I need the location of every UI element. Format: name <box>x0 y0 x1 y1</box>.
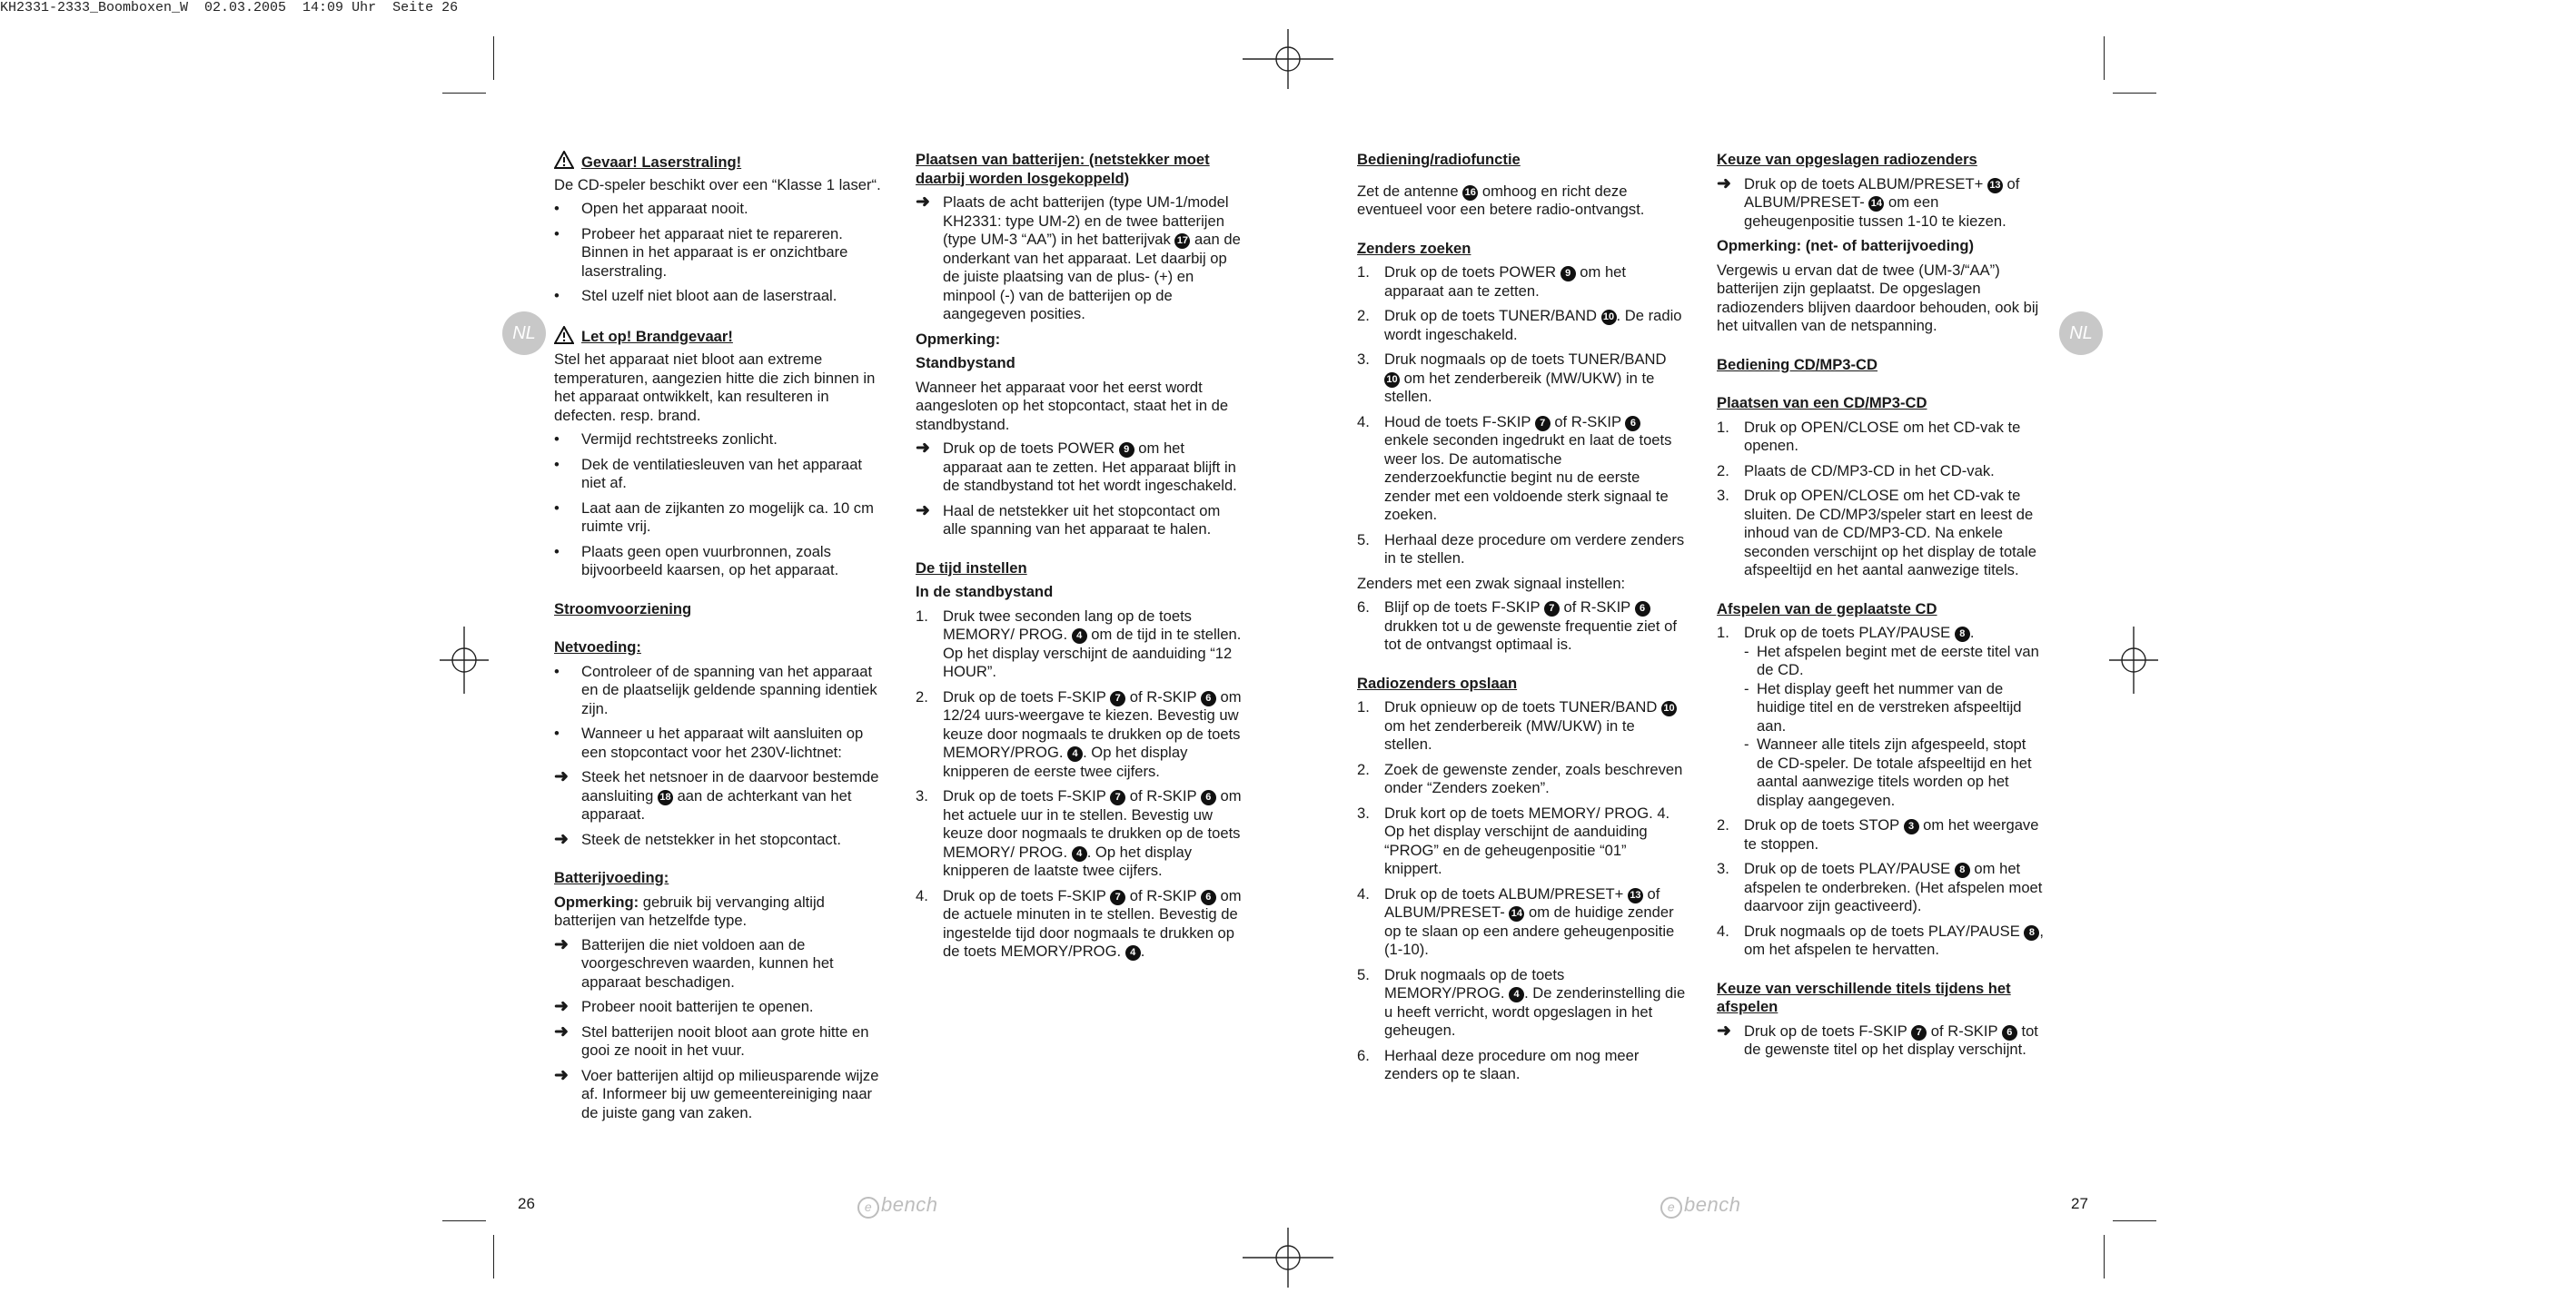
number-badge: 9 <box>1560 266 1576 281</box>
crop-mark <box>2113 93 2156 94</box>
number-badge: 17 <box>1174 233 1190 249</box>
list-item: ➜ Batterijen die niet voldoen aan de voorgeschreven waarden, kunnen het apparaat beschadigen. <box>554 934 834 991</box>
list-item: • Wanneer u het apparaat wilt aansluiten op een stopcontact voor het 230V-lichtnet: <box>554 725 864 761</box>
number-badge: 10 <box>1601 310 1617 325</box>
number-badge: 7 <box>1544 601 1560 617</box>
number-badge: 9 <box>1119 442 1134 458</box>
number-badge: 4 <box>1509 987 1524 1002</box>
list-item: ➜ Steek de netstekker in het stopcontact. <box>554 829 841 849</box>
section-heading: Radiozenders opslaan <box>1357 674 1518 692</box>
list-item: • Probeer het apparaat niet te repareren. Binnen in het apparaat is er onzichtbare laserstraling. <box>554 224 848 280</box>
page-number-right: 27 <box>2071 1195 2088 1212</box>
list-item: 2. Zoek de gewenste zender, zoals beschreven onder “Zenders zoeken”. <box>1357 760 1683 796</box>
brand-logo-left: e bench <box>857 1193 937 1219</box>
section-heading: De tijd instellen <box>916 558 1027 577</box>
warning-triangle-icon <box>554 326 574 350</box>
column-1 <box>554 151 883 1129</box>
list-item: ➜ Stel batterijen nooit bloot aan grote hitte en gooi ze nooit in het vuur. <box>554 1022 869 1059</box>
number-badge: 10 <box>1384 372 1400 388</box>
list-item: 4. Druk nogmaals op de toets PLAY/PAUSE 8 , om het afspelen te hervatten. <box>1717 922 2044 958</box>
number-badge: 8 <box>1955 863 1970 878</box>
arrow-icon: ➜ <box>554 829 569 849</box>
list-item: 6. Blijf op de toets F-SKIP 7 of R-SKIP 6 drukken tot u de gewenste frequentie ziet of tot de ontvangst optimaal is. <box>1357 598 1677 653</box>
registration-mark-bottom <box>1243 1228 1333 1288</box>
number-badge: 6 <box>1201 691 1216 706</box>
list-item: 4. Houd de toets F-SKIP 7 of R-SKIP 6 enkele seconden ingedrukt en laat de toets weer los. De automatische zenderzoekfunctie begint nu de eerste zender met een voldoende sterk signaal te zoeken. <box>1357 412 1672 523</box>
number-badge: 13 <box>1628 888 1643 903</box>
list-item: 1. Druk op OPEN/CLOSE om het CD-vak te openen. <box>1717 418 2021 454</box>
note-heading: Opmerking: <box>916 330 1001 348</box>
list-item: • Open het apparaat nooit. <box>554 200 748 217</box>
list-item: 1. Druk opnieuw op de toets TUNER/BAND 10 om het zenderbereik (MW/UKW) in te stellen. <box>1357 698 1686 755</box>
crop-mark <box>442 93 486 94</box>
section-heading: Keuze van verschillende titels tijdens het afspelen <box>1717 979 2011 1015</box>
arrow-icon: ➜ <box>1717 173 1731 193</box>
crop-mark <box>493 1235 494 1278</box>
note-text: Vergewis u ervan dat de twee (UM-3/“AA”) batterijen zijn geplaatst. De opgeslagen radiozenders blijven daardoor behouden, ook bij het uitvallen van de netspanning. <box>1717 261 2039 334</box>
arrow-icon: ➜ <box>916 439 930 458</box>
arrow-icon: ➜ <box>554 767 569 786</box>
list-item: • Plaats geen open vuurbronnen, zoals bijvoorbeeld kaarsen, op het apparaat. <box>554 542 839 578</box>
arrow-icon: ➜ <box>554 934 569 954</box>
sub-item: - Het display geeft het nummer van de huidige titel en de verstreken afspeeltijd aan. <box>1744 679 2022 735</box>
language-tab-left: NL <box>502 311 546 355</box>
fire-warning-heading <box>554 326 883 350</box>
section-heading: Batterijvoeding: <box>554 869 669 886</box>
number-badge: 7 <box>1110 691 1125 706</box>
arrow-icon: ➜ <box>916 193 930 212</box>
fire-warning-title: Let op! Brandgevaar! <box>581 328 733 345</box>
list-item: 3. Druk kort op de toets MEMORY/ PROG. 4. Op het display verschijnt de aanduiding “PROG” en de geheugenpositie “01” knippert. <box>1357 804 1670 877</box>
brand-logo-mark: e <box>1660 1197 1682 1219</box>
list-item: 4. Druk op de toets ALBUM/PRESET+ 13 of ALBUM/PRESET- 14 om de huidige zender op te slaan op een andere geheugenpositie (1-10). <box>1357 884 1675 958</box>
list-item: ➜ Druk op de toets F-SKIP 7 of R-SKIP 6 tot de gewenste titel op het display verschijnt. <box>1717 1021 2038 1058</box>
column-4 <box>1717 151 2046 1066</box>
arrow-icon: ➜ <box>916 500 930 520</box>
laser-warning-title: Gevaar! Laserstraling! <box>581 153 742 171</box>
section-heading: Plaatsen van batterijen: (netstekker moet daarbij worden losgekoppeld) <box>916 151 1210 187</box>
list-item: ➜ Steek het netsnoer in de daarvoor bestemde aansluiting 18 aan de achterkant van het apparaat. <box>554 767 879 823</box>
number-badge: 7 <box>1110 790 1125 805</box>
arrow-icon: ➜ <box>554 997 569 1016</box>
number-badge: 14 <box>1509 906 1524 922</box>
section-heading: Afspelen van de geplaatste CD <box>1717 599 1937 617</box>
number-badge: 8 <box>2024 925 2039 941</box>
note-heading: Opmerking: (net- of batterijvoeding) <box>1717 237 1975 254</box>
arrow-icon: ➜ <box>1717 1021 1731 1041</box>
number-badge: 16 <box>1462 185 1478 201</box>
number-badge: 6 <box>1201 890 1216 905</box>
column-2 <box>916 151 1244 968</box>
registration-mark-left <box>440 627 489 694</box>
weak-signal-text: Zenders met een zwak signaal instellen: <box>1357 574 1626 592</box>
page-number-left: 26 <box>518 1195 535 1212</box>
section-heading: Bediening/radiofunctie <box>1357 151 1521 168</box>
list-item: 1. Druk op de toets PLAY/PAUSE 8 . - Het afspelen begint met de eerste titel van de CD. - Het display geeft het nummer van de huidige titel en de verstreken afspeeltijd aan. - Wanneer alle titels zijn afgespeeld, stopt de CD-speler. De totale afspeeltijd en het aantal aanwezige titels worden op het display aangegeven. <box>1717 624 2046 810</box>
sub-item: - Het afspelen begint met de eerste titel van de CD. <box>1744 642 2039 678</box>
number-badge: 6 <box>2002 1025 2017 1041</box>
brand-logo-mark: e <box>857 1197 879 1219</box>
sub-item: - Wanneer alle titels zijn afgespeeld, stopt de CD-speler. De totale afspeeltijd en het aantal aanwezige titels worden op het display aangegeven. <box>1744 735 2032 809</box>
list-item: ➜ Haal de netstekker uit het stopcontact om alle spanning van het apparaat te halen. <box>916 500 1221 538</box>
list-item: ➜ Plaats de acht batterijen (type UM-1/model KH2331: type UM-2) en de twee batterijen (type UM-3 “AA”) in het batterijvak 17 aan de onderkant van het apparaat. Let daarbij op de juiste plaatsing van de plus- (+) en minpool (-) van de batterijen op de aangegeven posities. <box>916 193 1241 322</box>
number-badge: 7 <box>1911 1025 1927 1041</box>
list-item: 2. Druk op de toets TUNER/BAND 10 . De radio wordt ingeschakeld. <box>1357 307 1682 343</box>
number-badge: 18 <box>658 790 673 805</box>
list-item: 1. Druk twee seconden lang op de toets MEMORY/ PROG. 4 om de tijd in te stellen. Op het display verschijnt de aanduiding “12 HOUR”. <box>916 607 1242 680</box>
section-heading: Plaatsen van een CD/MP3-CD <box>1717 394 1927 411</box>
number-badge: 7 <box>1110 890 1125 905</box>
list-item: 5. Herhaal deze procedure om verdere zenders in te stellen. <box>1357 530 1685 567</box>
list-item: 3. Druk nogmaals op de toets TUNER/BAND 10 om het zenderbereik (MW/UKW) in te stellen. <box>1357 350 1667 405</box>
list-item: 2. Plaats de CD/MP3-CD in het CD-vak. <box>1717 461 1995 479</box>
registration-mark-right <box>2109 627 2158 694</box>
number-badge: 6 <box>1201 790 1216 805</box>
registration-mark-top <box>1243 29 1333 89</box>
list-item: 2. Druk op de toets STOP 3 om het weergave te stoppen. <box>1717 816 2039 853</box>
list-item: 5. Druk nogmaals op de toets MEMORY/PROG. 4 . De zenderinstelling die u heeft verricht, wordt opgeslagen in het geheugen. <box>1357 965 1686 1039</box>
number-badge: 4 <box>1072 846 1087 862</box>
list-item: ➜ Druk op de toets ALBUM/PRESET+ 13 of ALBUM/PRESET- 14 om een geheugenpositie tussen 1-10 te kiezen. <box>1717 173 2020 230</box>
number-badge: 3 <box>1904 819 1919 834</box>
sub-heading: In de standbystand <box>916 583 1054 600</box>
section-heading: Bediening CD/MP3-CD <box>1717 355 1878 373</box>
list-item: • Laat aan de zijkanten zo mogelijk ca. 10 cm ruimte vrij. <box>554 499 874 535</box>
arrow-icon: ➜ <box>554 1022 569 1042</box>
list-item: 3. Druk op de toets PLAY/PAUSE 8 om het afspelen te onderbreken. (Het afspelen moet daarvoor zijn geactiveerd). <box>1717 860 2043 914</box>
number-badge: 8 <box>1955 627 1970 642</box>
print-slug: KH2331-2333_Boomboxen_W 02.03.2005 14:09 Uhr Seite 26 <box>0 0 459 15</box>
crop-mark <box>442 1220 486 1221</box>
number-badge: 7 <box>1535 416 1551 431</box>
battery-note: Opmerking: gebruik bij vervanging altijd batterijen van hetzelfde type. <box>554 893 825 929</box>
warning-triangle-icon <box>554 151 574 174</box>
number-badge: 10 <box>1661 701 1677 716</box>
antenna-text: Zet de antenne 16 omhoog en richt deze eventueel voor een betere radio-ontvangst. <box>1357 182 1645 218</box>
crop-mark <box>493 36 494 80</box>
list-item: 3. Druk op de toets F-SKIP 7 of R-SKIP 6 om het actuele uur in te stellen. Bevestig uw keuze door nogmaals te drukken op de toets MEMORY/ PROG. 4 . Op het display knipperen de laatste twee cijfers. <box>916 787 1242 879</box>
number-badge: 4 <box>1067 746 1083 762</box>
crop-mark <box>2113 1220 2156 1221</box>
list-item: • Controleer of de spanning van het apparaat en de plaatselijk geldende spanning identiek zijn. <box>554 662 877 717</box>
list-item: • Dek de ventilatiesleuven van het apparaat niet af. <box>554 455 863 491</box>
section-heading: Stroomvoorziening <box>554 599 692 617</box>
crop-mark <box>2104 36 2105 80</box>
section-heading: Zenders zoeken <box>1357 239 1471 257</box>
sub-heading: Standbystand <box>916 354 1016 371</box>
language-tab-right: NL <box>2059 311 2103 355</box>
list-item: ➜ Probeer nooit batterijen te openen. <box>554 997 814 1016</box>
list-item: 2. Druk op de toets F-SKIP 7 of R-SKIP 6 om 12/24 uurs-weergave te kiezen. Bevestig uw keuze door nogmaals te drukken op de toets MEMORY/PROG. 4 . Op het display knipperen de eerste twee cijfers. <box>916 687 1242 780</box>
fire-intro: Stel het apparaat niet bloot aan extreme temperaturen, aangezien hitte die zich binnen in het apparaat ontwikkelt, kan resulteren in defecten. resp. brand. <box>554 350 876 424</box>
list-item: • Stel uzelf niet bloot aan de laserstraal. <box>554 287 837 304</box>
laser-warning-heading <box>554 151 883 174</box>
number-badge: 14 <box>1868 196 1884 212</box>
laser-intro: De CD-speler beschikt over een “Klasse 1 laser“. <box>554 175 881 193</box>
list-item: 4. Druk op de toets F-SKIP 7 of R-SKIP 6 om de actuele minuten in te stellen. Bevestig de ingestelde tijd door nogmaals te drukken op de toets MEMORY/PROG. 4 . <box>916 886 1242 960</box>
list-item: 6. Herhaal deze procedure om nog meer zenders op te slaan. <box>1357 1046 1640 1082</box>
list-item: 3. Druk op OPEN/CLOSE om het CD-vak te sluiten. De CD/MP3/speler start en leest de inhoud van de CD/MP3-CD. Na enkele seconden verschijnt op het display de totale afspeeltijd en het aantal aanwezige titels. <box>1717 487 2036 578</box>
column-3 <box>1357 151 1686 1091</box>
standby-text: Wanneer het apparaat voor het eerst wordt aangesloten op het stopcontact, staat het in de standbystand. <box>916 378 1229 433</box>
section-heading: Netvoeding: <box>554 638 641 656</box>
brand-logo-right: e bench <box>1660 1193 1740 1219</box>
crop-mark <box>2104 1235 2105 1278</box>
number-badge: 6 <box>1625 416 1640 431</box>
number-badge: 6 <box>1635 601 1650 617</box>
section-heading: Keuze van opgeslagen radiozenders <box>1717 151 1977 168</box>
list-item: • Vermijd rechtstreeks zonlicht. <box>554 430 778 448</box>
arrow-icon: ➜ <box>554 1065 569 1085</box>
list-item: 1. Druk op de toets POWER 9 om het apparaat aan te zetten. <box>1357 263 1627 300</box>
number-badge: 4 <box>1072 628 1087 644</box>
list-item: ➜ Voer batterijen altijd op milieusparende wijze af. Informeer bij uw gemeentereiniging naar de juiste gang van zaken. <box>554 1065 879 1121</box>
number-badge: 4 <box>1125 945 1141 961</box>
number-badge: 13 <box>1987 178 2003 193</box>
list-item: ➜ Druk op de toets POWER 9 om het apparaat aan te zetten. Het apparaat blijft in de standbystand tot het wordt ingeschakeld. <box>916 439 1237 494</box>
